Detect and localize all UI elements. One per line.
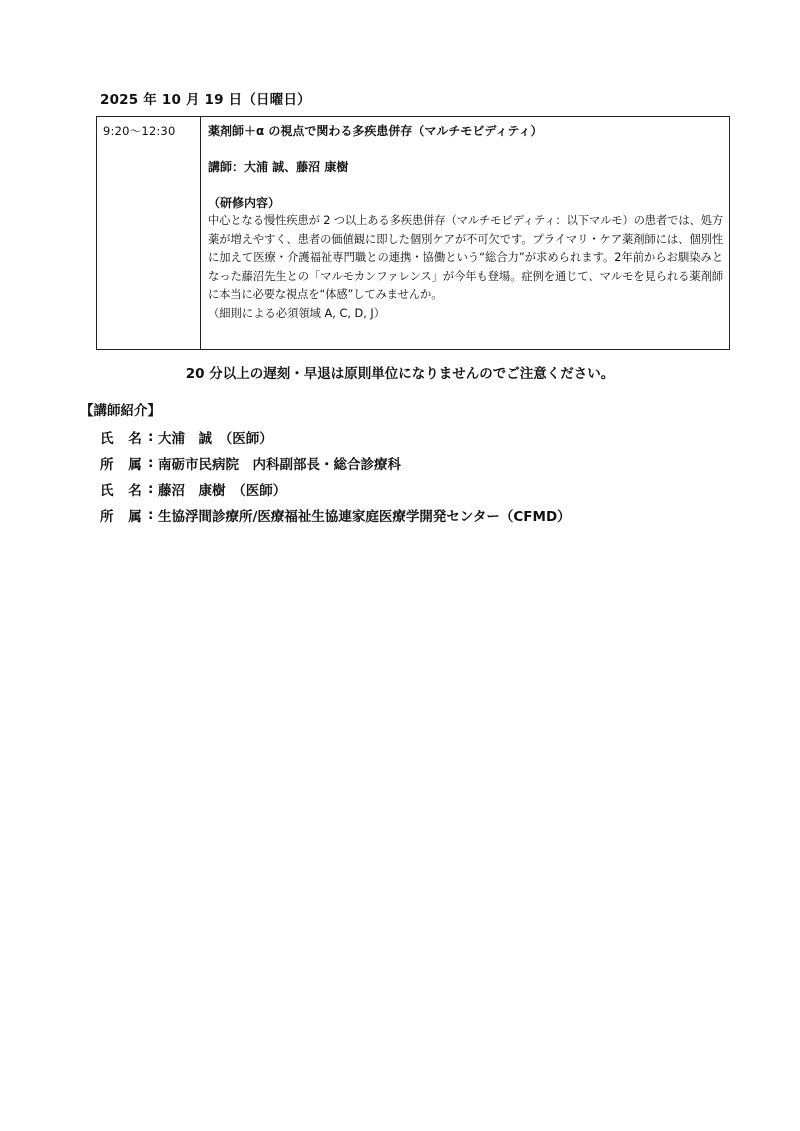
field-label: 所 属	[100, 509, 147, 525]
field-separator: :	[148, 429, 154, 445]
lecturer-name-row	[100, 424, 571, 450]
schedule-table	[96, 116, 730, 350]
lecturer-name-row	[100, 476, 571, 502]
field-separator: :	[148, 455, 154, 471]
field-label: 氏 名	[100, 431, 147, 447]
session-time: 9:20〜12:30	[97, 117, 201, 349]
attendance-notice: 20 分以上の遅刻・早退は原則単位になりませんのでご注意ください。	[185, 366, 615, 382]
lecturer-affiliation-row	[100, 502, 571, 528]
course-title: 薬剤師＋α の視点で関わる多疾患併存（マルチモビディティ）	[208, 124, 543, 138]
field-separator: :	[148, 481, 154, 497]
lecturer-line: 講師：大浦 誠、藤沼 康樹	[208, 160, 349, 174]
course-description: 中心となる慢性疾患が 2 つ以上ある多疾患併存（マルチモビディティ：以下マルモ）の患者では、処方薬が増えやすく、患者の価値観に即した個別ケアが不可欠です。プライマリ・ケア薬剤師には、個別性に加えて医療・介護福祉専門職との連携・協働という“総合力”が求められます。2年前からお馴染みとなった藤沼先生との「マルモカンファレンス」が今年も登場。症例を通じて、マルモを見られる薬剤師に本当に必要な視点を“体感”してみませんか。	[208, 214, 723, 301]
session-detail	[201, 117, 729, 349]
field-value: 南砺市民病院 内科副部長・総合診療科	[158, 457, 401, 473]
lecturer-affiliation-row	[100, 450, 571, 476]
content-label: （研修内容）	[208, 196, 281, 210]
field-label: 氏 名	[100, 483, 147, 499]
lecturer-intro-heading: 【講師紹介】	[80, 403, 161, 419]
lecturer-intro-list	[100, 424, 571, 528]
field-label: 所 属	[100, 457, 147, 473]
field-value: 大浦 誠 （医師）	[158, 431, 273, 447]
field-value: 生協浮間診療所/医療福祉生協連家庭医療学開発センター（CFMD）	[158, 509, 571, 525]
field-separator: :	[148, 507, 154, 523]
date-heading: 2025 年 10 月 19 日（日曜日）	[100, 92, 311, 108]
field-value: 藤沼 康樹 （医師）	[158, 483, 287, 499]
required-domain-note: （細則による必須領域 A, C, D, J）	[208, 306, 386, 320]
